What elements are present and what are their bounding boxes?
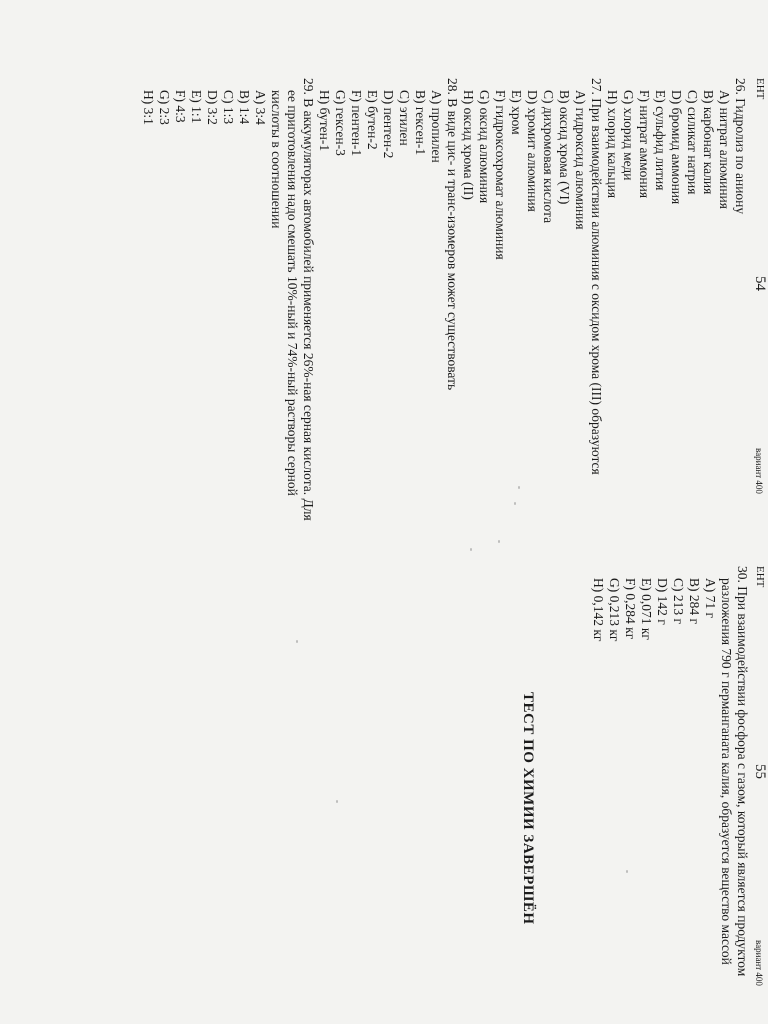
answer-option: B) гексен-1 — [413, 90, 428, 156]
answer-option: C) дихромовая кислота — [541, 90, 556, 224]
answer-option: F) 4:3 — [173, 90, 188, 123]
question-title: 28. В виде цис- и транс-изомеров может существовать — [445, 78, 460, 391]
question-30 — [590, 566, 750, 976]
question-title-line: ее приготовления надо смешать 10%-ный и 74%-ный растворы серной — [285, 90, 300, 496]
answer-option: H) 3:1 — [141, 90, 156, 125]
answer-option: D) пентен-2 — [381, 90, 396, 159]
answer-option: G) оксид алюминия — [477, 90, 492, 204]
answer-option: E) 1:1 — [189, 90, 204, 124]
answer-option: E) хром — [509, 90, 524, 135]
answer-option: D) бромид аммония — [669, 90, 684, 205]
answer-option: A) 71 г — [703, 578, 718, 619]
answer-option: G) гексен-3 — [333, 90, 348, 156]
right-header: ЕНТ — [754, 566, 766, 588]
answer-option: A) гидроксид алюминия — [573, 90, 588, 230]
answer-option: B) 1:4 — [237, 90, 252, 125]
answer-option: C) этилен — [397, 90, 412, 146]
question-title-line: 29. В аккумуляторах автомобилей применяется 26%-ная серная кислота. Для — [301, 78, 316, 521]
scan-speck — [296, 640, 298, 643]
left-variant: вариант 400 — [754, 448, 764, 494]
right-page-number: 55 — [752, 764, 768, 779]
answer-option: B) карбонат калия — [701, 90, 716, 195]
question-title-line: разложения 790 г перманганата калия, образуется вещество массой — [719, 578, 734, 965]
answer-option: G) хлорид меди — [621, 90, 636, 181]
left-header: ЕНТ — [754, 78, 766, 100]
question-title-line: 30. При взаимодействии фосфора с газом, который является продуктом — [735, 566, 750, 977]
answer-option: F) пентен-1 — [349, 90, 364, 157]
answer-option: H) хлорид кальция — [605, 90, 620, 199]
answer-option: A) 3:4 — [253, 90, 268, 125]
answer-option: H) 0,142 кг — [591, 578, 606, 642]
answer-option: E) 0,071 кг — [639, 578, 654, 640]
scan-speck — [518, 486, 520, 489]
scan-speck — [498, 540, 500, 543]
answer-option: B) 284 г — [687, 578, 702, 625]
scan-speck — [470, 548, 472, 551]
answer-option: C) силикат натрия — [685, 90, 700, 195]
right-variant: вариант 400 — [754, 940, 764, 986]
answer-option: A) нитрат алюминия — [717, 90, 732, 209]
test-complete-heading: ТЕСТ ПО ХИМИИ ЗАВЕРШЁН — [520, 692, 536, 925]
answer-option: H) оксид хрома (II) — [461, 90, 476, 200]
scan-speck — [626, 870, 628, 873]
answer-option: C) 213 г — [671, 578, 686, 625]
answer-option: A) пропилен — [429, 90, 444, 163]
answer-option: D) хромит алюминия — [525, 90, 540, 212]
question-27 — [460, 78, 604, 521]
left-page-number: 54 — [752, 276, 768, 291]
answer-option: F) 0,284 кг — [623, 578, 638, 640]
question-title-line: кислоты в соотношении — [269, 90, 284, 229]
question-title: 27. При взаимодействии алюминия с оксидом хрома (III) образуются — [589, 78, 604, 475]
answer-option: E) бутен-2 — [365, 90, 380, 150]
answer-option: B) оксид хрома (VI) — [557, 90, 572, 205]
answer-option: H) бутен-1 — [317, 90, 332, 152]
question-title: 26. Гидролиз по аниону — [733, 78, 748, 215]
answer-option: C) 1:3 — [221, 90, 236, 125]
left-question-column — [140, 78, 748, 521]
answer-option: G) 2:3 — [157, 90, 172, 125]
scan-speck — [336, 800, 338, 803]
answer-option: E) сульфид лития — [653, 90, 668, 191]
scan-speck — [514, 502, 516, 505]
answer-option: F) нитрат аммония — [637, 90, 652, 199]
answer-option: D) 3:2 — [205, 90, 220, 125]
question-29 — [140, 78, 316, 521]
answer-option: F) гидроксохромат алюминия — [493, 90, 508, 260]
answer-option: D) 142 г — [655, 578, 670, 625]
answer-option: G) 0,213 кг — [607, 578, 622, 642]
question-26 — [604, 78, 748, 521]
question-28 — [316, 78, 460, 521]
